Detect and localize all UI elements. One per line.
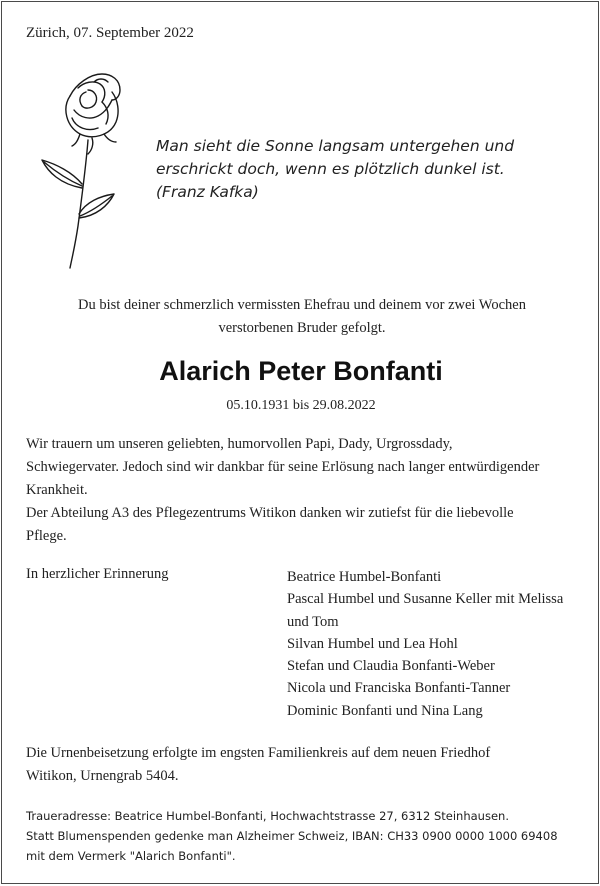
quote-line: Man sieht die Sonne langsam untergehen und xyxy=(156,137,515,155)
mourner-line: Stefan und Claudia Bonfanti-Weber xyxy=(287,658,495,675)
mourner-line: Nicola und Franciska Bonfanti-Tanner xyxy=(287,680,511,697)
quote-attribution: (Franz Kafka) xyxy=(156,183,259,201)
intro-line: verstorbenen Bruder gefolgt. xyxy=(218,320,386,336)
rose-icon xyxy=(32,66,142,271)
intro-line: Du bist deiner schmerzlich vermissten Ehefrau und deinem vor zwei Wochen xyxy=(78,297,526,313)
burial-notice xyxy=(26,742,586,788)
obituary-notice xyxy=(1,1,599,884)
burial-line: Witikon, Urnengrab 5404. xyxy=(26,768,179,784)
mourning-message xyxy=(26,433,586,548)
dateline: Zürich, 07. September 2022 xyxy=(26,25,194,41)
donation-reference: mit dem Vermerk "Alarich Bonfanti". xyxy=(26,849,236,863)
mourner-line: Pascal Humbel und Susanne Keller mit Melissa xyxy=(287,591,564,608)
life-dates: 05.10.1931 bis 29.08.2022 xyxy=(226,398,376,413)
mourners-list xyxy=(287,566,587,722)
mourner-line: und Tom xyxy=(287,613,339,630)
message-line: Wir trauern um unseren geliebten, humorvollen Papi, Dady, Urgrossdady, xyxy=(26,436,453,452)
quote-line: erschrickt doch, wenn es plötzlich dunkel ist. xyxy=(156,160,505,178)
remembrance-label: In herzlicher Erinnerung xyxy=(26,566,169,582)
mourner-line: Silvan Humbel und Lea Hohl xyxy=(287,635,458,652)
donation-note: Statt Blumenspenden gedenke man Alzheimer Schweiz, IBAN: CH33 0900 0000 1000 69408 xyxy=(26,829,558,843)
message-line: Pflege. xyxy=(26,528,67,544)
mourner-line: Beatrice Humbel-Bonfanti xyxy=(287,569,442,585)
message-line: Der Abteilung A3 des Pflegezentrums Witikon danken wir zutiefst für die liebevolle xyxy=(26,505,514,521)
deceased-name: Alarich Peter Bonfanti xyxy=(159,356,443,386)
intro-text xyxy=(32,294,572,340)
message-line: Krankheit. xyxy=(26,482,88,498)
message-line: Schwiegervater. Jedoch sind wir dankbar für seine Erlösung nach langer entwürdigender xyxy=(26,459,540,475)
burial-line: Die Urnenbeisetzung erfolgte im engsten Familienkreis auf dem neuen Friedhof xyxy=(26,745,491,761)
mourner-line: Dominic Bonfanti und Nina Lang xyxy=(287,702,483,719)
quote xyxy=(156,135,576,204)
mourning-address: Traueradresse: Beatrice Humbel-Bonfanti, Hochwachtstrasse 27, 6312 Steinhausen. xyxy=(26,809,509,823)
footer-notes xyxy=(26,806,586,866)
